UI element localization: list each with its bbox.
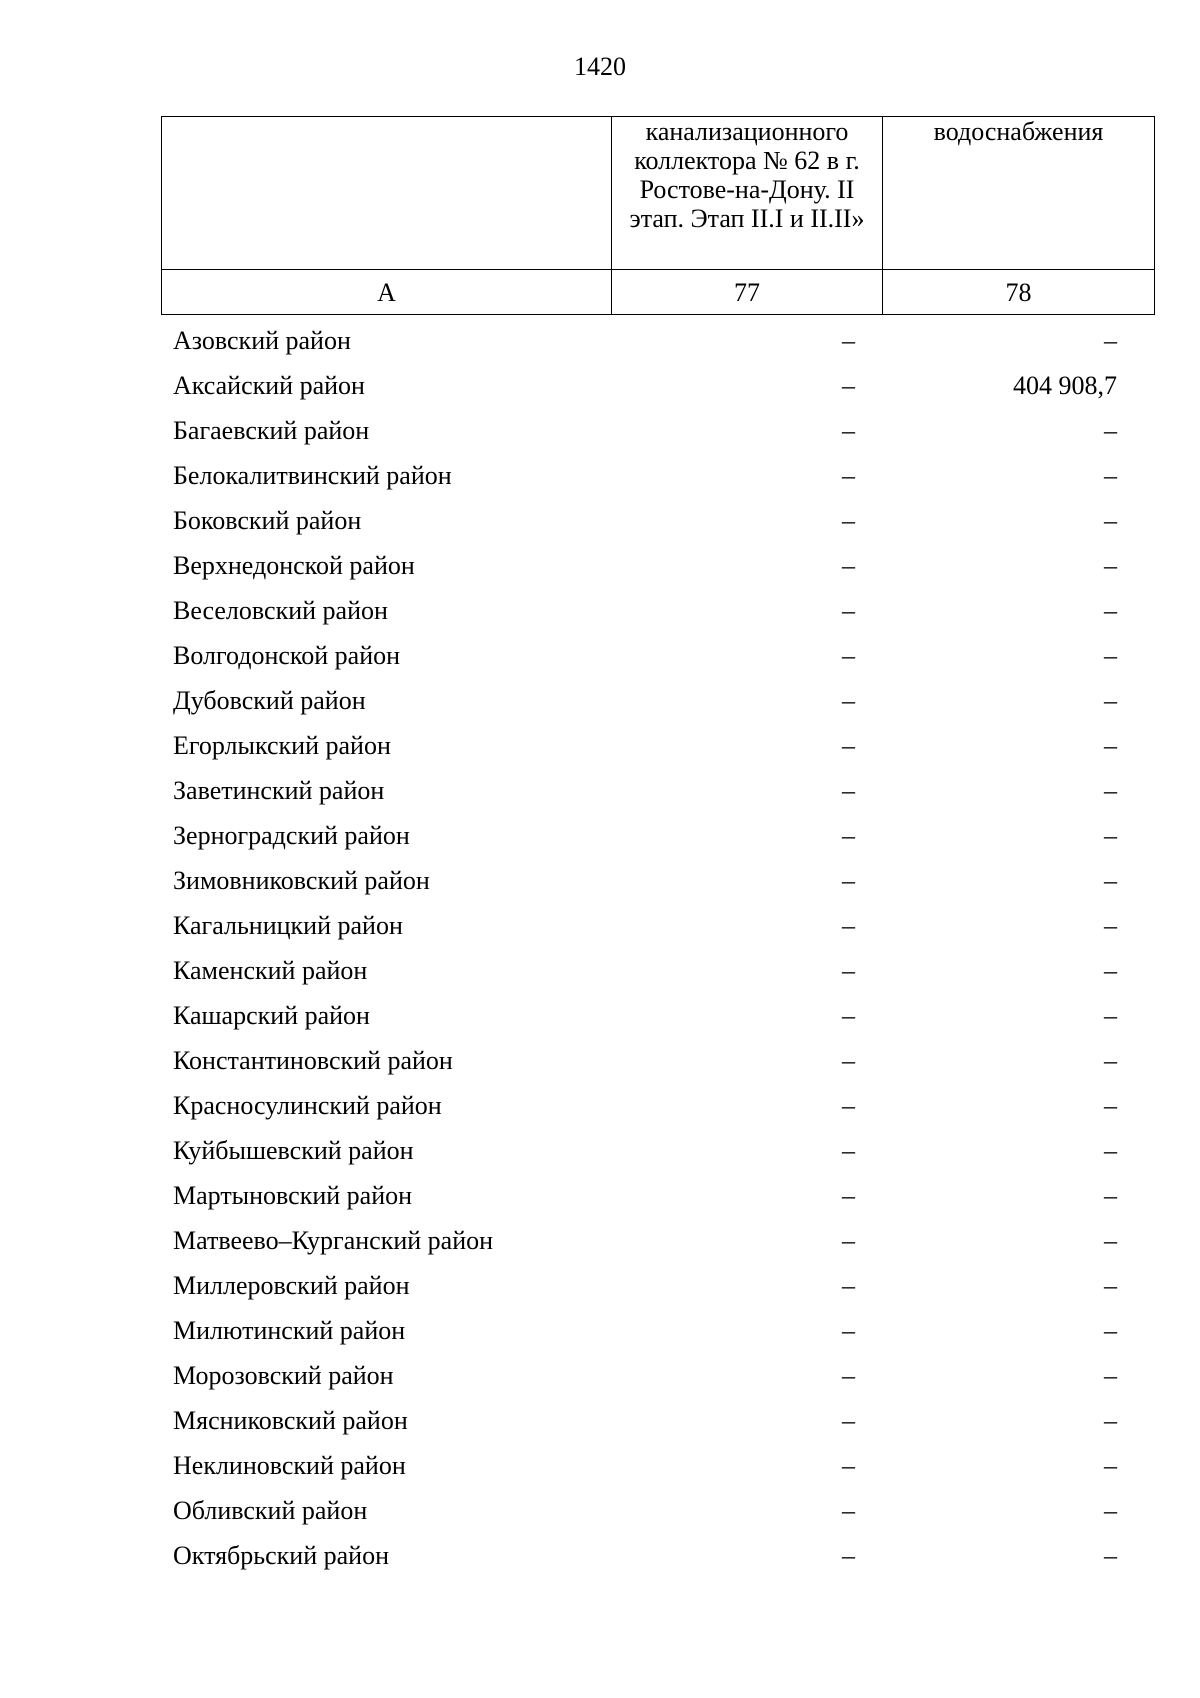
column-number-a: А	[162, 270, 612, 315]
table-row	[161, 813, 1129, 858]
value-col-78: –	[1104, 686, 1117, 715]
value-col-78: –	[1104, 1496, 1117, 1525]
district-name: Мясниковский район	[173, 1406, 408, 1435]
district-name: Каменский район	[173, 956, 368, 985]
value-col-78: –	[1104, 911, 1117, 940]
table-row	[161, 858, 1129, 903]
value-col-77: –	[842, 1136, 855, 1165]
table-row	[161, 1488, 1129, 1533]
value-col-77: –	[842, 1226, 855, 1255]
column-number-77: 77	[612, 270, 883, 315]
value-col-77: –	[842, 1451, 855, 1480]
value-col-78: –	[1104, 956, 1117, 985]
value-col-78: –	[1104, 866, 1117, 895]
value-col-77: –	[842, 461, 855, 490]
table-row	[161, 1533, 1129, 1578]
value-col-78: –	[1104, 1136, 1117, 1165]
value-col-78: –	[1104, 821, 1117, 850]
value-col-77: –	[842, 821, 855, 850]
value-col-78: –	[1104, 1181, 1117, 1210]
table-row	[161, 1038, 1129, 1083]
district-name: Неклиновский район	[173, 1451, 406, 1480]
district-name: Миллеровский район	[173, 1271, 410, 1300]
value-col-78: –	[1104, 596, 1117, 625]
district-name: Багаевский район	[173, 416, 370, 445]
district-name: Зерноградский район	[173, 821, 410, 850]
table-row	[161, 993, 1129, 1038]
table-row	[161, 948, 1129, 993]
district-name: Красносулинский район	[173, 1091, 442, 1120]
district-name: Октябрьский район	[173, 1541, 389, 1570]
value-col-77: –	[842, 1541, 855, 1570]
value-col-77: –	[842, 956, 855, 985]
district-name: Константиновский район	[173, 1046, 453, 1075]
value-col-77: –	[842, 641, 855, 670]
value-col-77: –	[842, 1406, 855, 1435]
table-row	[161, 1443, 1129, 1488]
table-row	[161, 903, 1129, 948]
district-name: Дубовский район	[173, 686, 366, 715]
value-col-78: –	[1104, 1406, 1117, 1435]
value-col-77: –	[842, 1316, 855, 1345]
district-name: Обливский район	[173, 1496, 368, 1525]
column-number-78: 78	[883, 270, 1155, 315]
value-col-77: –	[842, 1496, 855, 1525]
district-name: Милютинский район	[173, 1316, 406, 1345]
table-row	[161, 453, 1129, 498]
district-name: Морозовский район	[173, 1361, 394, 1390]
value-col-78: –	[1104, 1226, 1117, 1255]
value-col-78: –	[1104, 1001, 1117, 1030]
value-col-78: –	[1104, 1046, 1117, 1075]
table-row	[161, 633, 1129, 678]
table-row	[161, 1083, 1129, 1128]
value-col-77: –	[842, 596, 855, 625]
value-col-77: –	[842, 686, 855, 715]
table-row	[161, 408, 1129, 453]
table-row	[161, 1218, 1129, 1263]
value-col-77: –	[842, 326, 855, 355]
table-row	[161, 498, 1129, 543]
district-name: Аксайский район	[173, 371, 365, 400]
value-col-78: –	[1104, 506, 1117, 535]
district-name: Волгодонской район	[173, 641, 401, 670]
table-row	[161, 768, 1129, 813]
value-col-78: 404 908,7	[1013, 371, 1117, 400]
value-col-77: –	[842, 1046, 855, 1075]
value-col-78: –	[1104, 731, 1117, 760]
value-col-77: –	[842, 731, 855, 760]
value-col-78: –	[1104, 1091, 1117, 1120]
district-name: Кашарский район	[173, 1001, 370, 1030]
value-col-77: –	[842, 1001, 855, 1030]
district-name: Куйбышевский район	[173, 1136, 414, 1165]
value-col-77: –	[842, 776, 855, 805]
district-name: Верхнедонской район	[173, 551, 415, 580]
table-row	[161, 1173, 1129, 1218]
value-col-77: –	[842, 416, 855, 445]
value-col-78: –	[1104, 1316, 1117, 1345]
value-col-77: –	[842, 911, 855, 940]
district-name: Мартыновский район	[173, 1181, 413, 1210]
value-col-77: –	[842, 1271, 855, 1300]
table-row	[161, 1398, 1129, 1443]
table-row	[161, 588, 1129, 633]
value-col-78: –	[1104, 1271, 1117, 1300]
column-number-row	[162, 270, 1155, 315]
value-col-77: –	[842, 506, 855, 535]
header-row	[162, 117, 1155, 270]
district-name: Кагальницкий район	[173, 911, 403, 940]
value-col-77: –	[842, 1091, 855, 1120]
district-name: Зимовниковский район	[173, 866, 430, 895]
district-name: Матвеево–Курганский район	[173, 1226, 494, 1255]
table-row	[161, 678, 1129, 723]
table-row	[161, 1308, 1129, 1353]
table-row	[161, 363, 1129, 408]
table-row	[161, 723, 1129, 768]
page-number: 1420	[574, 52, 626, 81]
district-name: Белокалитвинский район	[173, 461, 452, 490]
table-row	[161, 1353, 1129, 1398]
value-col-78: –	[1104, 326, 1117, 355]
value-col-77: –	[842, 1361, 855, 1390]
value-col-78: –	[1104, 776, 1117, 805]
value-col-77: –	[842, 551, 855, 580]
value-col-77: –	[842, 866, 855, 895]
district-name: Боковский район	[173, 506, 362, 535]
table-row	[161, 1263, 1129, 1308]
value-col-78: –	[1104, 551, 1117, 580]
value-col-77: –	[842, 371, 855, 400]
header-cell-a	[162, 117, 612, 270]
table-row	[161, 1128, 1129, 1173]
district-name: Егорлыкский район	[173, 731, 391, 760]
district-name: Веселовский район	[173, 596, 388, 625]
value-col-78: –	[1104, 1451, 1117, 1480]
district-name: Азовский район	[173, 326, 351, 355]
table-header	[161, 116, 1155, 315]
header-cell-77: канализационного коллектора № 62 в г. Ростове-на-Дону. II этап. Этап II.I и II.II»	[612, 117, 883, 270]
table-row	[161, 318, 1129, 363]
value-col-78: –	[1104, 1541, 1117, 1570]
table-row	[161, 543, 1129, 588]
value-col-78: –	[1104, 461, 1117, 490]
value-col-78: –	[1104, 416, 1117, 445]
district-name: Заветинский район	[173, 776, 385, 805]
value-col-78: –	[1104, 1361, 1117, 1390]
header-cell-78: водоснабжения	[883, 117, 1155, 270]
value-col-78: –	[1104, 641, 1117, 670]
district-list	[161, 318, 1129, 1578]
value-col-77: –	[842, 1181, 855, 1210]
